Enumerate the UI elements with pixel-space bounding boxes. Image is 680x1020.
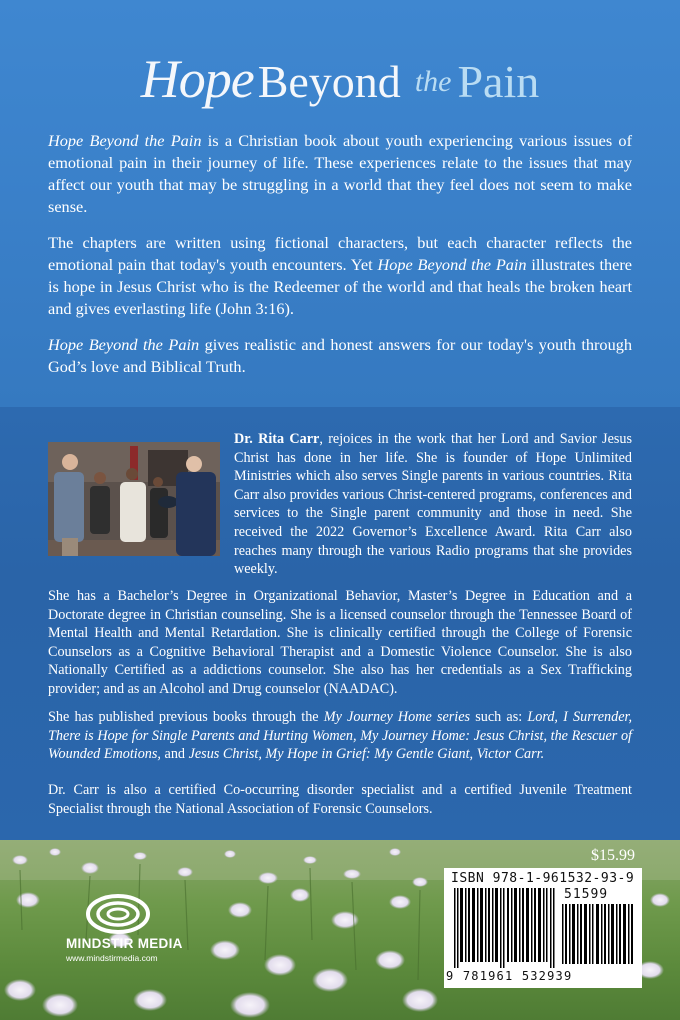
price-barcode-bars [562,904,636,964]
title-word-the: the [414,65,452,98]
bio-text: such as: [470,709,528,725]
title-word-hope: Hope [140,49,254,109]
bio-text: She has published previous books through the [48,709,324,725]
author-bio-paragraph-1 [234,430,632,579]
publisher-name: MINDSTIR MEDIA [66,936,183,951]
author-name: Dr. Rita Carr [234,431,320,447]
publisher-url: www.mindstirmedia.com [66,953,158,963]
isbn-label: ISBN 978-1-961532-93-9 [451,871,635,886]
blurb-text: illustrates there is hope in Jesus Christ who is the Redeemer of the world and that heals the broken heart and gives everlasting life (John 3:16). [48,255,632,318]
bio-text: and [160,746,189,763]
book-titles: Lord, I Surrender, There is Hope for Single Parents and Hurting Women, My Journey Home: Jesus Christ, the Rescuer of Wounded Emotions, [48,709,632,763]
series-title: My Journey Home series [323,709,471,725]
ean-barcode-bars [454,888,558,968]
author-photo-image [48,442,220,556]
book-titles: Jesus Christ, My Hope in Grief: My Gentle Giant, Victor Carr. [188,746,545,763]
book-title-ref: Hope Beyond the Pain [48,335,200,354]
bio-text: , rejoices in the work that her Lord and Savior Jesus Christ has done in her life. She is founder of Hope Unlimited Ministries which also serves Single parents in various countries. Rita Carr also provides various Christ-centered programs, conferences and services to the Single parent community and those in need. She received the 2022 Governor’s Excellence Award. Rita Carr also reaches many through the various Radio programs that she provides weekly. [234,431,632,578]
blurb-text: The chapters are written using fictional characters, but each character reflects the emotional pain that today's youth encounters. Yet [48,233,632,274]
blurb-text: is a Christian book about youth experiencing various issues of emotional pain in their journey of life. These experiences relate to the issues that may affect our youth that may be struggling in a world that they feel does not seem to make sense. [48,131,632,216]
title-word-beyond: Beyond [257,56,401,107]
isbn-barcode [444,868,642,988]
author-photo [48,442,220,556]
ean-digits: 9 781961 532939 [446,969,573,983]
author-bio-paragraph-2: She has a Bachelor’s Degree in Organizational Behavior, Master’s Degree in Education and a Doctorate degree in Christian counseling. She is a licensed counselor through the Tennessee Board of Mental Health and Mental Retardation. She is clinically certified through the College of Forensic Counselors as a Cognitive Behavioral Therapist and a Domestic Violence Counselor. She is also Nationally Certified as a addictions counselor. She also has her credentials as a Sex Trafficking provider; and as an Alcohol and Drug counselor (NAADAC). [48,588,632,697]
price: $15.99 [591,847,635,864]
author-bio-paragraph-4: Dr. Carr is also a certified Co-occurring disorder specialist and a certified Juvenile Treatment Specialist through the National Association of Forensic Counselors. [48,782,632,817]
title-word-pain: Pain [457,56,540,107]
author-bio-paragraph-3 [48,708,632,764]
book-title-ref: Hope Beyond the Pain [48,131,202,150]
blurb-paragraph-2 [48,232,632,320]
price-code: 51599 [564,887,609,902]
blurb-text: gives realistic and honest answers for our today's youth through God’s love and Biblical Truth. [48,335,632,376]
blurb-paragraph-3 [48,334,632,378]
book-title [0,48,680,110]
book-title-ref: Hope Beyond the Pain [377,255,527,274]
blurb-paragraph-1 [48,130,632,218]
